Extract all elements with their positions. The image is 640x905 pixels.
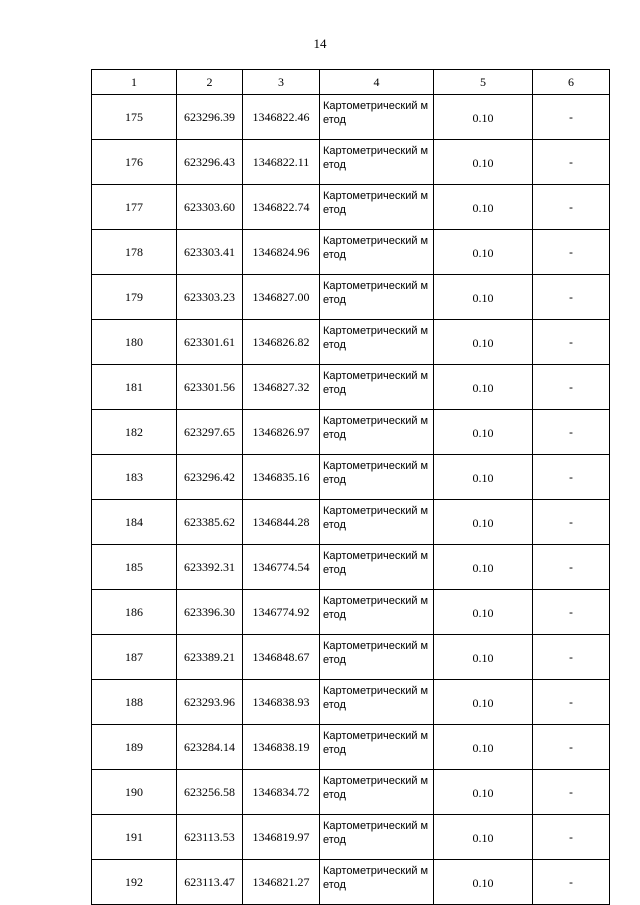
note-cell: - — [533, 230, 610, 275]
method-cell: Картометрический метод — [320, 860, 434, 905]
method-cell: Картометрический метод — [320, 185, 434, 230]
x-coordinate-cell: 623113.47 — [177, 860, 243, 905]
accuracy-cell: 0.10 — [434, 230, 533, 275]
x-coordinate-cell: 623301.61 — [177, 320, 243, 365]
table-row — [92, 500, 610, 545]
table-row — [92, 860, 610, 905]
method-cell: Картометрический метод — [320, 545, 434, 590]
accuracy-cell: 0.10 — [434, 275, 533, 320]
note-cell: - — [533, 185, 610, 230]
accuracy-cell: 0.10 — [434, 95, 533, 140]
y-coordinate-cell: 1346821.27 — [243, 860, 320, 905]
table-row — [92, 230, 610, 275]
x-coordinate-cell: 623303.60 — [177, 185, 243, 230]
y-coordinate-cell: 1346835.16 — [243, 455, 320, 500]
column-header-6: 6 — [533, 70, 610, 95]
method-cell: Картометрический метод — [320, 455, 434, 500]
x-coordinate-cell: 623301.56 — [177, 365, 243, 410]
y-coordinate-cell: 1346827.00 — [243, 275, 320, 320]
note-cell: - — [533, 860, 610, 905]
point-number-cell: 176 — [92, 140, 177, 185]
method-cell: Картометрический метод — [320, 725, 434, 770]
point-number-cell: 188 — [92, 680, 177, 725]
method-cell: Картометрический метод — [320, 320, 434, 365]
accuracy-cell: 0.10 — [434, 140, 533, 185]
table-body — [92, 95, 610, 905]
x-coordinate-cell: 623303.41 — [177, 230, 243, 275]
point-number-cell: 187 — [92, 635, 177, 680]
accuracy-cell: 0.10 — [434, 320, 533, 365]
table-row — [92, 635, 610, 680]
y-coordinate-cell: 1346822.46 — [243, 95, 320, 140]
note-cell: - — [533, 680, 610, 725]
coordinates-table — [91, 69, 610, 905]
y-coordinate-cell: 1346774.54 — [243, 545, 320, 590]
x-coordinate-cell: 623389.21 — [177, 635, 243, 680]
column-header-2: 2 — [177, 70, 243, 95]
table-row — [92, 680, 610, 725]
method-cell: Картометрический метод — [320, 815, 434, 860]
x-coordinate-cell: 623296.43 — [177, 140, 243, 185]
point-number-cell: 185 — [92, 545, 177, 590]
page-number: 14 — [313, 36, 327, 51]
point-number-cell: 191 — [92, 815, 177, 860]
note-cell: - — [533, 410, 610, 455]
note-cell: - — [533, 500, 610, 545]
accuracy-cell: 0.10 — [434, 185, 533, 230]
column-header-1: 1 — [92, 70, 177, 95]
table-row — [92, 95, 610, 140]
point-number-cell: 190 — [92, 770, 177, 815]
y-coordinate-cell: 1346834.72 — [243, 770, 320, 815]
y-coordinate-cell: 1346824.96 — [243, 230, 320, 275]
method-cell: Картометрический метод — [320, 635, 434, 680]
x-coordinate-cell: 623396.30 — [177, 590, 243, 635]
x-coordinate-cell: 623392.31 — [177, 545, 243, 590]
point-number-cell: 179 — [92, 275, 177, 320]
note-cell: - — [533, 770, 610, 815]
column-header-5: 5 — [434, 70, 533, 95]
accuracy-cell: 0.10 — [434, 365, 533, 410]
note-cell: - — [533, 590, 610, 635]
x-coordinate-cell: 623256.58 — [177, 770, 243, 815]
x-coordinate-cell: 623284.14 — [177, 725, 243, 770]
point-number-cell: 180 — [92, 320, 177, 365]
y-coordinate-cell: 1346822.11 — [243, 140, 320, 185]
point-number-cell: 178 — [92, 230, 177, 275]
point-number-cell: 183 — [92, 455, 177, 500]
point-number-cell: 182 — [92, 410, 177, 455]
method-cell: Картометрический метод — [320, 410, 434, 455]
method-cell: Картометрический метод — [320, 275, 434, 320]
note-cell: - — [533, 95, 610, 140]
table-row — [92, 725, 610, 770]
accuracy-cell: 0.10 — [434, 815, 533, 860]
y-coordinate-cell: 1346819.97 — [243, 815, 320, 860]
point-number-cell: 186 — [92, 590, 177, 635]
method-cell: Картометрический метод — [320, 680, 434, 725]
accuracy-cell: 0.10 — [434, 500, 533, 545]
y-coordinate-cell: 1346826.97 — [243, 410, 320, 455]
point-number-cell: 177 — [92, 185, 177, 230]
y-coordinate-cell: 1346822.74 — [243, 185, 320, 230]
table-row — [92, 455, 610, 500]
note-cell: - — [533, 455, 610, 500]
x-coordinate-cell: 623297.65 — [177, 410, 243, 455]
table-row — [92, 545, 610, 590]
accuracy-cell: 0.10 — [434, 635, 533, 680]
x-coordinate-cell: 623303.23 — [177, 275, 243, 320]
point-number-cell: 184 — [92, 500, 177, 545]
accuracy-cell: 0.10 — [434, 860, 533, 905]
accuracy-cell: 0.10 — [434, 545, 533, 590]
accuracy-cell: 0.10 — [434, 680, 533, 725]
table-header-row — [92, 70, 610, 95]
note-cell: - — [533, 815, 610, 860]
method-cell: Картометрический метод — [320, 95, 434, 140]
method-cell: Картометрический метод — [320, 770, 434, 815]
method-cell: Картометрический метод — [320, 140, 434, 185]
method-cell: Картометрический метод — [320, 365, 434, 410]
note-cell: - — [533, 320, 610, 365]
note-cell: - — [533, 545, 610, 590]
table-row — [92, 365, 610, 410]
y-coordinate-cell: 1346848.67 — [243, 635, 320, 680]
y-coordinate-cell: 1346838.19 — [243, 725, 320, 770]
note-cell: - — [533, 140, 610, 185]
accuracy-cell: 0.10 — [434, 590, 533, 635]
accuracy-cell: 0.10 — [434, 455, 533, 500]
x-coordinate-cell: 623296.39 — [177, 95, 243, 140]
x-coordinate-cell: 623385.62 — [177, 500, 243, 545]
column-header-3: 3 — [243, 70, 320, 95]
note-cell: - — [533, 275, 610, 320]
column-header-4: 4 — [320, 70, 434, 95]
table-row — [92, 185, 610, 230]
y-coordinate-cell: 1346844.28 — [243, 500, 320, 545]
y-coordinate-cell: 1346827.32 — [243, 365, 320, 410]
x-coordinate-cell: 623113.53 — [177, 815, 243, 860]
point-number-cell: 181 — [92, 365, 177, 410]
table-row — [92, 275, 610, 320]
point-number-cell: 175 — [92, 95, 177, 140]
table-row — [92, 320, 610, 365]
accuracy-cell: 0.10 — [434, 410, 533, 455]
y-coordinate-cell: 1346826.82 — [243, 320, 320, 365]
accuracy-cell: 0.10 — [434, 770, 533, 815]
table-row — [92, 410, 610, 455]
note-cell: - — [533, 725, 610, 770]
x-coordinate-cell: 623296.42 — [177, 455, 243, 500]
method-cell: Картометрический метод — [320, 230, 434, 275]
y-coordinate-cell: 1346838.93 — [243, 680, 320, 725]
method-cell: Картометрический метод — [320, 500, 434, 545]
table-row — [92, 590, 610, 635]
note-cell: - — [533, 365, 610, 410]
y-coordinate-cell: 1346774.92 — [243, 590, 320, 635]
note-cell: - — [533, 635, 610, 680]
table-row — [92, 140, 610, 185]
x-coordinate-cell: 623293.96 — [177, 680, 243, 725]
table-row — [92, 770, 610, 815]
point-number-cell: 192 — [92, 860, 177, 905]
point-number-cell: 189 — [92, 725, 177, 770]
accuracy-cell: 0.10 — [434, 725, 533, 770]
table-row — [92, 815, 610, 860]
method-cell: Картометрический метод — [320, 590, 434, 635]
